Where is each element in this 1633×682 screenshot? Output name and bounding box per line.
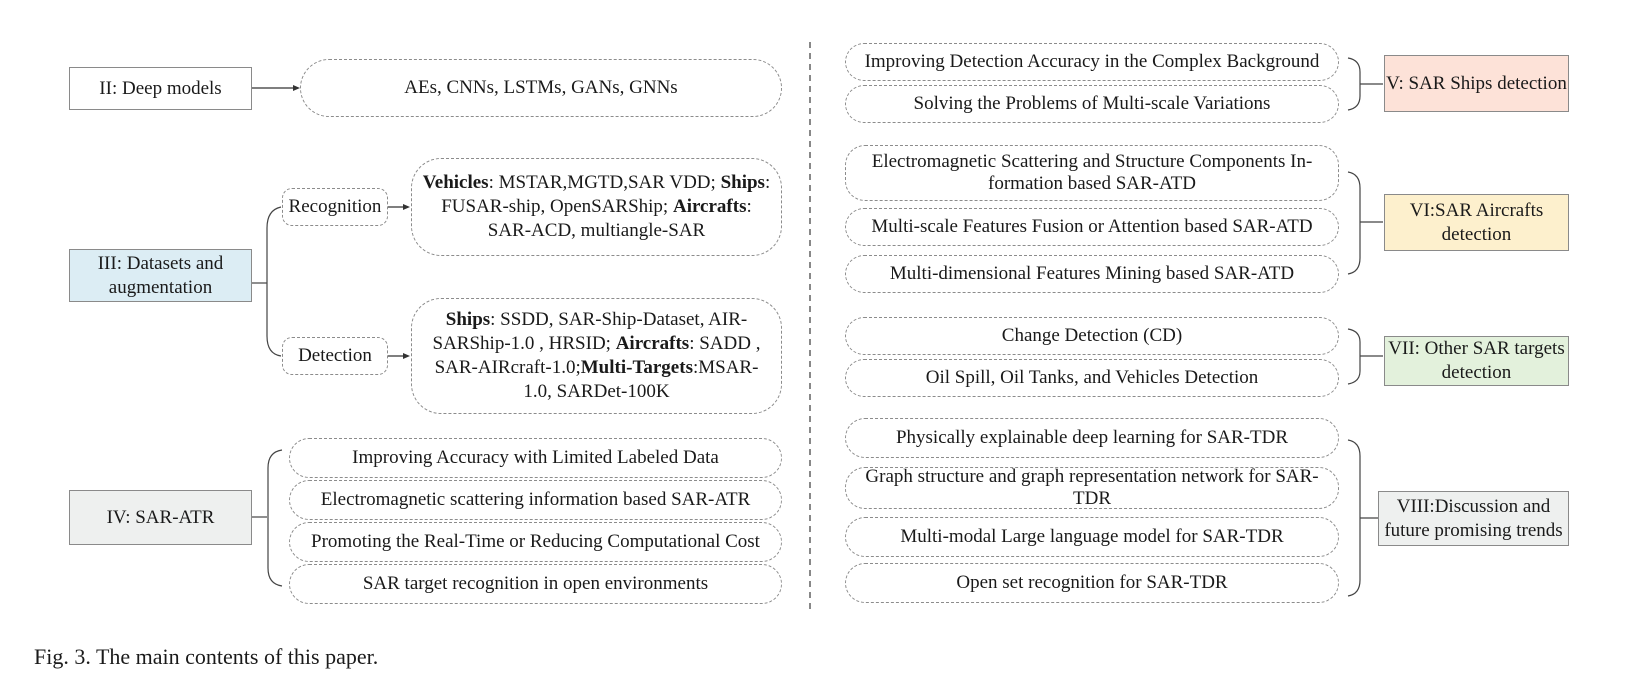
datasets-bracket bbox=[267, 207, 281, 356]
aircrafts-item-text: Electromagnetic Scattering and Structure Components In-formation based SAR-ATD bbox=[871, 151, 1313, 194]
aircrafts-item-text: Multi-scale Features Fusion or Attention based SAR-ATD bbox=[871, 216, 1313, 237]
discussion-bracket bbox=[1348, 440, 1360, 596]
section-discussion bbox=[1378, 491, 1569, 546]
discussion-item bbox=[845, 418, 1339, 458]
section-deep-models-label: II: Deep models bbox=[99, 77, 222, 99]
detection-node bbox=[282, 337, 388, 375]
aircrafts-label: Aircrafts bbox=[672, 196, 747, 217]
recognition-datasets bbox=[411, 158, 782, 256]
section-datasets-label: III: Datasets and augmentation bbox=[97, 252, 224, 298]
discussion-item-text: Graph structure and graph representation network for SAR-TDR bbox=[865, 466, 1319, 509]
ships-label: Ships bbox=[720, 172, 765, 193]
section-sar-atr bbox=[69, 490, 252, 545]
other-item-text: Oil Spill, Oil Tanks, and Vehicles Detection bbox=[925, 367, 1259, 388]
other-item-text: Change Detection (CD) bbox=[1001, 325, 1183, 346]
recognition-datasets-text bbox=[418, 171, 775, 243]
detection-arrowhead bbox=[403, 353, 410, 359]
section-discussion-label: VIII:Discussion and future promising trends bbox=[1384, 495, 1563, 541]
sar-atr-item bbox=[289, 522, 782, 562]
ships-item bbox=[845, 85, 1339, 123]
aircrafts-item bbox=[845, 208, 1339, 246]
det-aircrafts-datasets: : SADD , SAR-AIRcraft-1.0; bbox=[434, 333, 761, 378]
section-datasets bbox=[69, 249, 252, 302]
det-aircrafts-label: Aircrafts bbox=[615, 333, 690, 354]
recognition-arrowhead bbox=[403, 204, 410, 210]
ships-item-text: Improving Detection Accuracy in the Complex Background bbox=[864, 51, 1320, 72]
section-deep-models bbox=[69, 67, 252, 110]
discussion-item-text: Multi-modal Large language model for SAR-TDR bbox=[900, 526, 1284, 547]
section-aircrafts-label: VI:SAR Aircrafts detection bbox=[1409, 199, 1544, 245]
detection-datasets bbox=[411, 298, 782, 414]
aircrafts-item-text: Multi-dimensional Features Mining based SAR-ATD bbox=[889, 263, 1295, 284]
ships-bracket bbox=[1348, 58, 1360, 110]
ships-item-text: Solving the Problems of Multi-scale Variations bbox=[913, 93, 1271, 114]
sar-atr-item bbox=[289, 438, 782, 478]
discussion-item bbox=[845, 563, 1339, 603]
sar-atr-item-text: Improving Accuracy with Limited Labeled Data bbox=[352, 447, 719, 468]
aircrafts-item bbox=[845, 255, 1339, 293]
vehicles-label: Vehicles bbox=[422, 172, 489, 193]
discussion-item-text: Open set recognition for SAR-TDR bbox=[956, 572, 1228, 593]
discussion-item bbox=[845, 517, 1339, 557]
ships-item bbox=[845, 43, 1339, 81]
section-other bbox=[1384, 336, 1569, 386]
sar-atr-item-text: Promoting the Real-Time or Reducing Computational Cost bbox=[311, 531, 760, 552]
detection-datasets-text bbox=[426, 308, 767, 404]
section-aircrafts bbox=[1384, 194, 1569, 251]
discussion-item bbox=[845, 467, 1339, 509]
section-ships-label: V: SAR Ships detection bbox=[1386, 72, 1567, 94]
deep-models-list bbox=[300, 59, 782, 117]
vehicles-datasets: : MSTAR,MGTD,SAR VDD; bbox=[488, 172, 721, 193]
aircrafts-item bbox=[845, 145, 1339, 201]
section-ships bbox=[1384, 55, 1569, 112]
section-other-label: VII: Other SAR targets detection bbox=[1388, 338, 1565, 383]
sar-atr-item bbox=[289, 480, 782, 520]
aircrafts-bracket bbox=[1348, 172, 1360, 274]
sar-atr-item-text: SAR target recognition in open environments bbox=[362, 573, 709, 594]
multi-targets-datasets: :MSAR-1.0, SARDet-100K bbox=[523, 357, 759, 402]
discussion-item-text: Physically explainable deep learning for SAR-TDR bbox=[895, 427, 1289, 448]
other-item bbox=[845, 317, 1339, 355]
sar-atr-bracket bbox=[268, 450, 282, 586]
recognition-label: Recognition bbox=[288, 196, 382, 217]
other-bracket bbox=[1348, 329, 1360, 384]
deep-models-arrowhead bbox=[293, 85, 300, 91]
det-ships-datasets: : SSDD, SAR-Ship-Dataset, AIR-SARShip-1.0 , HRSID; bbox=[432, 309, 748, 354]
det-ships-label: Ships bbox=[445, 309, 491, 330]
deep-models-items: AEs, CNNs, LSTMs, GANs, GNNs bbox=[404, 77, 678, 98]
figure-caption bbox=[34, 644, 834, 674]
figure-caption-text: Fig. 3. The main contents of this paper. bbox=[34, 644, 379, 669]
ships-datasets: : FUSAR-ship, OpenSARShip; bbox=[441, 172, 771, 217]
detection-label: Detection bbox=[298, 345, 372, 366]
sar-atr-item bbox=[289, 564, 782, 604]
sar-atr-item-text: Electromagnetic scattering information based SAR-ATR bbox=[320, 489, 751, 510]
multi-targets-label: Multi-Targets bbox=[580, 357, 693, 378]
other-item bbox=[845, 359, 1339, 397]
recognition-node bbox=[282, 188, 388, 226]
section-sar-atr-label: IV: SAR-ATR bbox=[106, 506, 215, 528]
aircrafts-datasets: : SAR-ACD, multiangle-SAR bbox=[487, 196, 752, 241]
